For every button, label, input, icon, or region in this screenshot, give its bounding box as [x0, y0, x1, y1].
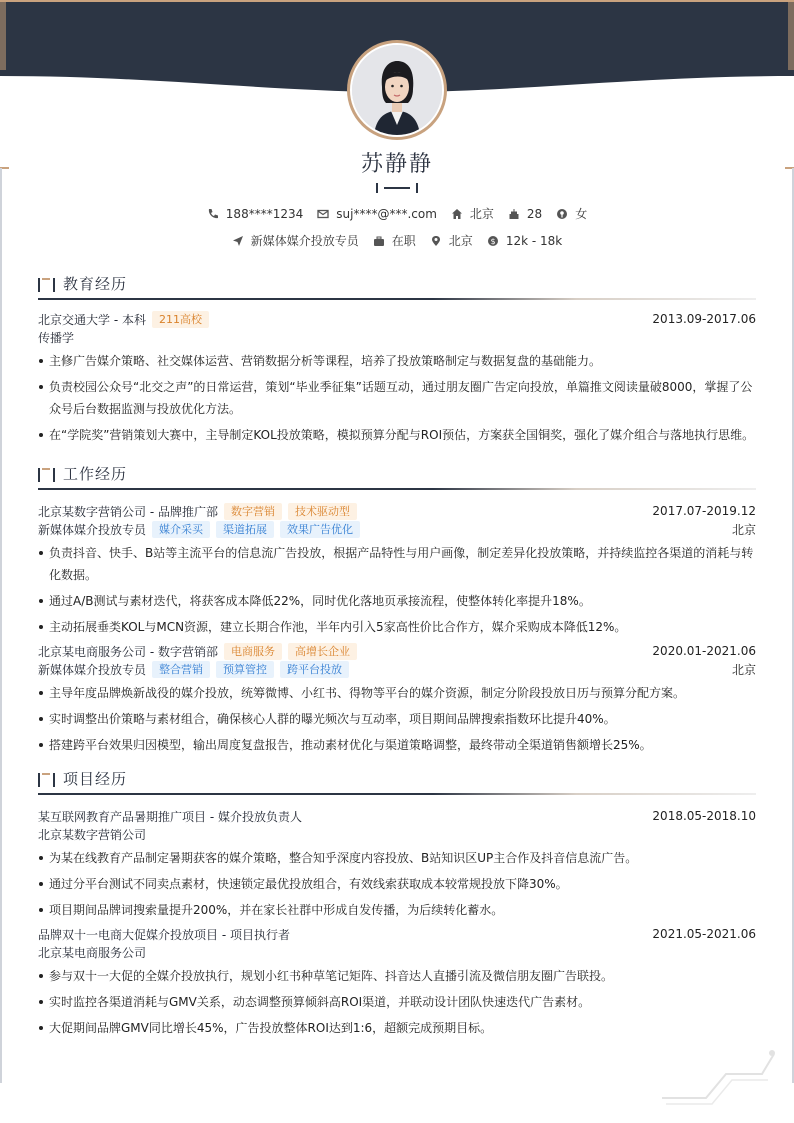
position-tag: 媒介采买 [152, 521, 210, 538]
projects-section [38, 765, 756, 1039]
list-item: 负责抖音、快手、B站等主流平台的信息流广告投放，根据产品特性与用户画像，制定差异化投放策略，并持续监控各渠道的消耗与转化数据。 [38, 542, 756, 586]
job-entry [38, 642, 756, 756]
list-item: 项目期间品牌词搜索量提升200%，并在家长社群中形成自发传播，为后续转化蓄水。 [38, 899, 756, 921]
phone-icon [207, 208, 219, 220]
home-icon [451, 208, 463, 220]
project-org: 北京某电商服务公司 [38, 945, 147, 960]
school-tag: 211高校 [152, 311, 209, 328]
education-bullets [38, 350, 756, 446]
job-status [373, 232, 416, 249]
company-tag: 数字营销 [224, 503, 282, 520]
avatar [347, 40, 447, 140]
project-name: 品牌双十一电商大促媒介投放项目 - 项目执行者 [38, 927, 290, 942]
education-section [38, 270, 756, 446]
mail-icon [317, 208, 329, 220]
target-city [430, 232, 473, 249]
gender-text: 女 [575, 207, 588, 221]
candidate-name: 苏静静 [360, 152, 433, 177]
phone[interactable] [207, 207, 303, 221]
svg-text:$: $ [490, 236, 496, 246]
list-item: 在“学院奖”营销策划大赛中，主导制定KOL投放策略，模拟预算分配与ROI预估，方案获全国铜奖，强化了媒介组合与落地执行思维。 [38, 424, 756, 446]
list-item: 通过分平台测试不同卖点素材，快速锁定最优投放组合，有效线索获取成本较常规投放下降30%。 [38, 873, 756, 895]
section-divider [38, 793, 756, 795]
list-item: 主修广告媒介策略、社交媒体运营、营销数据分析等课程，培养了投放策略制定与数据复盘的基础能力。 [38, 350, 756, 372]
job-location: 北京 [731, 522, 756, 537]
age [508, 207, 542, 221]
education-date: 2013.09-2017.06 [652, 312, 756, 326]
portrait-photo-icon [352, 45, 442, 135]
list-item: 主导年度品牌焕新战役的媒介投放，统筹微博、小红书、得物等平台的媒介资源，制定分阶段投放日历与预算分配方案。 [38, 682, 756, 704]
target-city-text: 北京 [448, 234, 473, 248]
left-frame-line [0, 168, 2, 1083]
education-title: 教育经历 [63, 275, 128, 293]
job-entry [38, 502, 756, 638]
position-tag: 跨平台投放 [280, 661, 349, 678]
work-title: 工作经历 [63, 465, 128, 483]
list-item: 大促期间品牌GMV同比增长45%，广告投放整体ROI达到1:6，超额完成预期目标。 [38, 1017, 756, 1039]
project-bullets [38, 965, 756, 1039]
corner-decoration [656, 1046, 780, 1108]
list-item: 主动拓展垂类KOL与MCN资源，建立长期合作池，半年内引入5家高性价比合作方，媒介采购成本降低12%。 [38, 616, 756, 638]
project-entry [38, 807, 756, 921]
age-text: 28 [526, 206, 543, 221]
list-item: 通过A/B测试与素材迭代，将获客成本降低22%，同时优化落地页承接流程，使整体转化率提升18%。 [38, 590, 756, 612]
job-date: 2017.07-2019.12 [652, 504, 756, 518]
money-icon [487, 235, 499, 247]
salary-text: 12k - 18k [505, 233, 563, 248]
job-intention-row [0, 232, 794, 249]
list-item: 实时监控各渠道消耗与GMV关系，动态调整预算倾斜高ROI渠道，并联动设计团队快速迭代广告素材。 [38, 991, 756, 1013]
gender [556, 205, 587, 222]
project-date: 2018.05-2018.10 [652, 809, 756, 823]
list-item: 为某在线教育产品制定暑期获客的媒介策略，整合知乎深度内容投放、B站知识区UP主合作及抖音信息流广告。 [38, 847, 756, 869]
section-divider [38, 488, 756, 490]
project-bullets [38, 847, 756, 921]
work-section [38, 460, 756, 756]
job-date: 2020.01-2021.06 [652, 644, 756, 658]
job-status-text: 在职 [391, 234, 416, 248]
email[interactable] [317, 207, 437, 221]
contact-row [0, 205, 794, 222]
company-name: 北京某数字营销公司 - 品牌推广部 [38, 504, 218, 519]
company-tag: 高增长企业 [288, 643, 357, 660]
section-marker-icon [38, 278, 56, 292]
education-entry [38, 310, 756, 446]
section-marker-icon [38, 773, 56, 787]
target-job-text: 新媒体媒介投放专员 [250, 234, 359, 248]
list-item: 实时调整出价策略与素材组合，确保核心人群的曝光频次与互动率，项目期间品牌搜索指数环比提升40%。 [38, 708, 756, 730]
send-icon [232, 235, 244, 247]
major: 传播学 [38, 330, 75, 345]
cake-icon [508, 208, 520, 220]
job-location: 北京 [731, 662, 756, 677]
gender-icon [556, 208, 568, 220]
target-job [232, 232, 359, 249]
position-tag: 整合营销 [152, 661, 210, 678]
company-name: 北京某电商服务公司 - 数字营销部 [38, 644, 218, 659]
section-marker-icon [38, 468, 56, 482]
company-tag: 电商服务 [224, 643, 282, 660]
project-org: 北京某数字营销公司 [38, 827, 147, 842]
list-item: 搭建跨平台效果归因模型，输出周度复盘报告，推动素材优化与渠道策略调整，最终带动全渠道销售额增长25%。 [38, 734, 756, 756]
list-item: 参与双十一大促的全媒介投放执行，规划小红书种草笔记矩阵、抖音达人直播引流及微信朋友圈广告联投。 [38, 965, 756, 987]
section-divider [38, 298, 756, 300]
project-entry [38, 925, 756, 1039]
city-text: 北京 [469, 207, 494, 221]
project-name: 某互联网教育产品暑期推广项目 - 媒介投放负责人 [38, 809, 302, 824]
phone-text: 188****1234 [225, 206, 304, 221]
job-position: 新媒体媒介投放专员 [38, 522, 147, 537]
projects-title: 项目经历 [63, 770, 128, 788]
company-tag: 技术驱动型 [288, 503, 357, 520]
position-tag: 效果广告优化 [280, 521, 360, 538]
briefcase-icon [373, 235, 385, 247]
position-tag: 渠道拓展 [216, 521, 274, 538]
school-name: 北京交通大学 - 本科 [38, 312, 146, 327]
salary [487, 234, 562, 248]
name-divider-icon [376, 183, 418, 193]
position-tag: 预算管控 [216, 661, 274, 678]
city [451, 205, 494, 222]
list-item: 负责校园公众号“北交之声”的日常运营，策划“毕业季征集”话题互动，通过朋友圈广告定向投放，单篇推文阅读量破8000，掌握了公众号后台数据监测与投放优化方法。 [38, 376, 756, 420]
project-date: 2021.05-2021.06 [652, 927, 756, 941]
location-pin-icon [430, 235, 442, 247]
job-bullets [38, 542, 756, 638]
email-text: suj****@***.com [336, 206, 437, 221]
job-bullets [38, 682, 756, 756]
job-position: 新媒体媒介投放专员 [38, 662, 147, 677]
